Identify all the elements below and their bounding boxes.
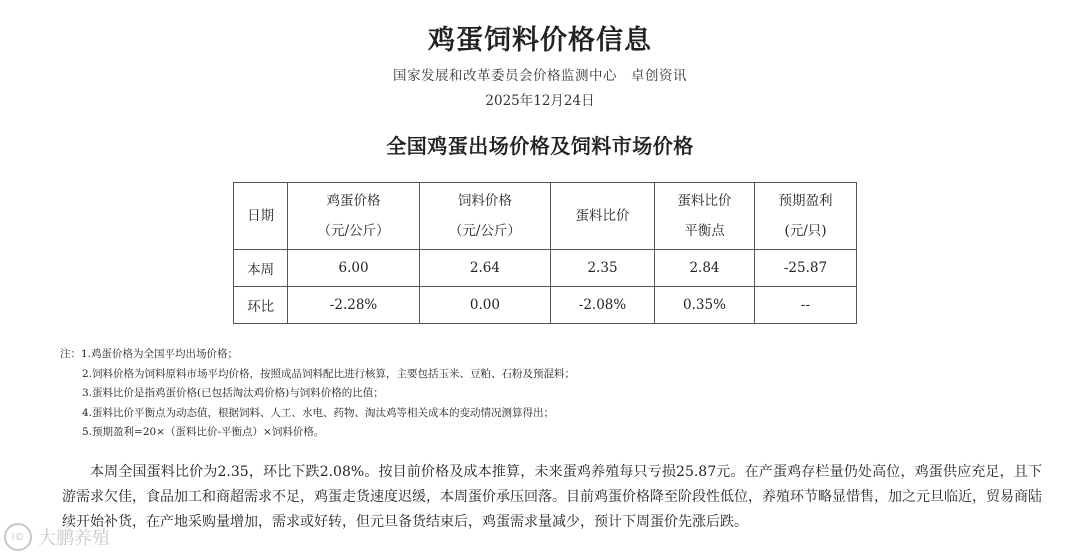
watermark-logo-icon: i© xyxy=(4,523,32,551)
table-title: 全国鸡蛋出场价格及饲料市场价格 xyxy=(386,134,694,158)
table-cell: -25.87 xyxy=(754,250,856,287)
table-header-row xyxy=(234,183,857,250)
table-cell: 本周 xyxy=(234,250,288,287)
table-cell: -2.08% xyxy=(551,287,655,324)
page-title: 鸡蛋饲料价格信息 xyxy=(428,25,652,56)
table-row xyxy=(234,250,857,287)
table-cell: -2.28% xyxy=(288,287,420,324)
summary-paragraph: 本周全国蛋料比价为2.35，环比下跌2.08%。按目前价格及成本推算，未来蛋鸡养殖每只亏损25.87元。在产蛋鸡存栏量仍处高位，鸡蛋供应充足，且下游需求欠佳，食品加工和商超需求不足，鸡蛋走货速度迟缓，本周蛋价承压回落。目前鸡蛋价格降至阶段性低位，养殖环节略显惜售，加之元旦临近，贸易商陆续开始补货，在产地采购量增加，需求或好转，但元旦备货结束后，鸡蛋需求量减少，预计下周蛋价先涨后跌。 xyxy=(62,464,1042,530)
price-table xyxy=(233,182,857,324)
table-cell: 2.84 xyxy=(655,250,755,287)
note-item: 4.蛋料比价平衡点为动态值，根据饲料、人工、水电、药物、淘汰鸡等相关成本的变动情况测算得出； xyxy=(82,406,555,419)
table-cell: 2.35 xyxy=(551,250,655,287)
note-item: 5.预期盈利=20×（蛋料比价-平衡点）×饲料价格。 xyxy=(82,426,325,439)
note-item: 注：1.鸡蛋价格为全国平均出场价格； xyxy=(60,348,239,360)
table-cell: 0.35% xyxy=(655,287,755,324)
table-cell: 0.00 xyxy=(419,287,550,324)
note-item: 2.饲料价格为饲料原料市场平均价格，按照成品饲料配比进行核算，主要包括玉米、豆粕、石粉及预混料； xyxy=(82,367,576,380)
table-cell: 环比 xyxy=(234,287,288,324)
table-cell: -- xyxy=(754,287,856,324)
table-cell: 6.00 xyxy=(288,250,420,287)
header-egg-price: 鸡蛋价格 （元/公斤） xyxy=(288,183,420,250)
header-egg-feed-ratio: 蛋料比价 xyxy=(551,183,655,250)
header-expected-profit: 预期盈利 (元/只) xyxy=(754,183,856,250)
header-date: 日期 xyxy=(234,183,288,250)
header-feed-price: 饲料价格 （元/公斤） xyxy=(419,183,550,250)
watermark xyxy=(4,522,164,552)
table-cell: 2.64 xyxy=(419,250,550,287)
note-item: 3.蛋料比价是指鸡蛋价格(已包括淘汰鸡价格)与饲料价格的比值； xyxy=(82,387,384,400)
publish-date: 2025年12月24日 xyxy=(485,93,595,109)
watermark-text: 大鹏养殖 xyxy=(38,528,110,549)
notes-section xyxy=(60,345,1040,443)
source-line: 国家发展和改革委员会价格监测中心 卓创资讯 xyxy=(393,68,687,84)
header-ratio-breakeven: 蛋料比价 平衡点 xyxy=(655,183,755,250)
table-row xyxy=(234,287,857,324)
